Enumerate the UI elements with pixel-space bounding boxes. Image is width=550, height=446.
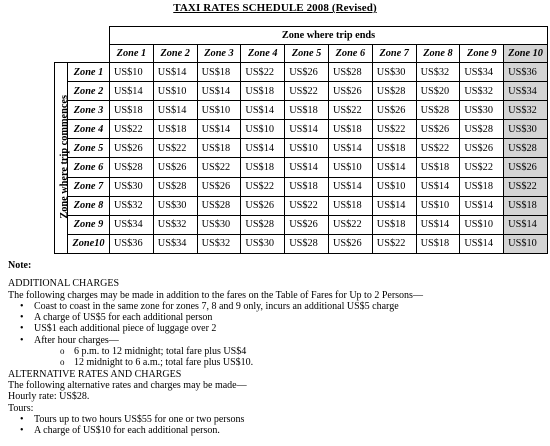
fare-cell: US$14 bbox=[460, 234, 504, 253]
tours-label: Tours: bbox=[8, 402, 34, 414]
fare-cell: US$26 bbox=[197, 177, 241, 196]
fare-cell: US$10 bbox=[328, 158, 372, 177]
notes-heading: Note: bbox=[8, 260, 32, 271]
fare-cell: US$22 bbox=[241, 177, 285, 196]
fare-cell: US$26 bbox=[372, 101, 416, 120]
table-row bbox=[55, 196, 548, 215]
fare-cell: US$32 bbox=[197, 234, 241, 253]
fare-cell: US$18 bbox=[416, 234, 460, 253]
fare-cell: US$30 bbox=[153, 196, 197, 215]
table-row bbox=[55, 234, 548, 253]
table-body bbox=[55, 63, 548, 254]
fare-cell: US$18 bbox=[328, 120, 372, 139]
fare-cell: US$28 bbox=[197, 196, 241, 215]
row-header: Zone 9 bbox=[68, 215, 110, 234]
list-item: o 12 midnight to 6 a.m.; total fare plus US$10. bbox=[74, 357, 548, 368]
fare-cell: US$20 bbox=[416, 82, 460, 101]
fare-cell: US$26 bbox=[285, 63, 329, 82]
fare-cell: US$14 bbox=[197, 82, 241, 101]
fare-cell: US$28 bbox=[110, 158, 154, 177]
fare-cell: US$10 bbox=[460, 215, 504, 234]
fare-cell: US$26 bbox=[328, 234, 372, 253]
fare-cell: US$22 bbox=[460, 158, 504, 177]
table-corner-2 bbox=[55, 45, 110, 63]
list-item: • US$1 each additional piece of luggage over 2 bbox=[34, 323, 548, 334]
table-row bbox=[55, 63, 548, 82]
row-group-header bbox=[55, 63, 68, 254]
fare-cell: US$14 bbox=[285, 120, 329, 139]
row-header: Zone 6 bbox=[68, 158, 110, 177]
tours-list bbox=[8, 414, 548, 437]
fare-cell: US$26 bbox=[241, 196, 285, 215]
fare-cell: US$22 bbox=[110, 120, 154, 139]
fare-cell: US$28 bbox=[153, 177, 197, 196]
fare-cell: US$34 bbox=[504, 82, 548, 101]
fare-cell: US$32 bbox=[110, 196, 154, 215]
fare-cell: US$18 bbox=[285, 101, 329, 120]
fare-cell: US$18 bbox=[328, 196, 372, 215]
fare-cell: US$18 bbox=[241, 82, 285, 101]
fare-cell: US$14 bbox=[241, 101, 285, 120]
fare-cell: US$10 bbox=[372, 177, 416, 196]
fare-cell: US$30 bbox=[197, 215, 241, 234]
fare-cell: US$14 bbox=[153, 63, 197, 82]
fare-cell: US$18 bbox=[197, 139, 241, 158]
table-row bbox=[55, 177, 548, 196]
fare-cell: US$10 bbox=[504, 234, 548, 253]
column-header: Zone 7 bbox=[372, 45, 416, 63]
fare-cell: US$30 bbox=[241, 234, 285, 253]
fare-cell: US$28 bbox=[372, 82, 416, 101]
fare-cell: US$18 bbox=[372, 139, 416, 158]
row-group-header-label: Zone where trip commences bbox=[59, 94, 70, 219]
fare-cell: US$14 bbox=[153, 101, 197, 120]
row-header: Zone 2 bbox=[68, 82, 110, 101]
col-group-header: Zone where trip ends bbox=[110, 27, 548, 45]
fare-cell: US$18 bbox=[110, 101, 154, 120]
fare-cell: US$10 bbox=[416, 196, 460, 215]
fare-cell: US$10 bbox=[110, 63, 154, 82]
fare-cell: US$14 bbox=[416, 177, 460, 196]
fare-cell: US$32 bbox=[416, 63, 460, 82]
list-item bbox=[34, 335, 548, 369]
fare-cell: US$14 bbox=[110, 82, 154, 101]
fare-cell: US$10 bbox=[197, 101, 241, 120]
fare-cell: US$22 bbox=[285, 82, 329, 101]
additional-charges-intro: The following charges may be made in addition to the fares on the Table of Fares for Up to 2 Persons— bbox=[8, 289, 423, 301]
fare-cell: US$26 bbox=[460, 139, 504, 158]
fare-cell: US$22 bbox=[241, 63, 285, 82]
table-row bbox=[55, 82, 548, 101]
fare-cell: US$28 bbox=[241, 215, 285, 234]
fare-cell: US$22 bbox=[504, 177, 548, 196]
fare-cell: US$14 bbox=[197, 120, 241, 139]
list-item: • A charge of US$10 for each additional person. bbox=[34, 425, 548, 436]
page-title: TAXI RATES SCHEDULE 2008 (Revised) bbox=[173, 2, 377, 14]
fare-cell: US$22 bbox=[328, 215, 372, 234]
fare-cell: US$28 bbox=[328, 63, 372, 82]
column-header: Zone 4 bbox=[241, 45, 285, 63]
fare-cell: US$14 bbox=[372, 196, 416, 215]
fare-cell: US$26 bbox=[285, 215, 329, 234]
fare-cell: US$34 bbox=[153, 234, 197, 253]
after-hours-list bbox=[34, 346, 548, 369]
fare-cell: US$22 bbox=[416, 139, 460, 158]
fare-cell: US$18 bbox=[197, 63, 241, 82]
table-row bbox=[55, 158, 548, 177]
fare-cell: US$18 bbox=[416, 158, 460, 177]
row-header: Zone 3 bbox=[68, 101, 110, 120]
fare-cell: US$14 bbox=[328, 177, 372, 196]
fare-cell: US$22 bbox=[328, 101, 372, 120]
additional-charges-list bbox=[8, 301, 548, 369]
row-header: Zone10 bbox=[68, 234, 110, 253]
fare-cell: US$14 bbox=[241, 139, 285, 158]
column-header: Zone 5 bbox=[285, 45, 329, 63]
fare-cell: US$26 bbox=[110, 139, 154, 158]
fare-cell: US$18 bbox=[504, 196, 548, 215]
row-header: Zone 8 bbox=[68, 196, 110, 215]
table-row bbox=[55, 215, 548, 234]
column-header: Zone 9 bbox=[460, 45, 504, 63]
row-header: Zone 4 bbox=[68, 120, 110, 139]
column-header: Zone 3 bbox=[197, 45, 241, 63]
additional-charges-heading: ADDITIONAL CHARGES bbox=[8, 278, 120, 290]
fare-cell: US$28 bbox=[416, 101, 460, 120]
row-header: Zone 1 bbox=[68, 63, 110, 82]
column-header: Zone 1 bbox=[110, 45, 154, 63]
fare-cell: US$22 bbox=[285, 196, 329, 215]
fare-cell: US$22 bbox=[197, 158, 241, 177]
list-item: • Tours up to two hours US$55 for one or two persons bbox=[34, 414, 548, 425]
table-row bbox=[55, 139, 548, 158]
fare-cell: US$14 bbox=[328, 139, 372, 158]
fare-cell: US$26 bbox=[416, 120, 460, 139]
table-row bbox=[55, 120, 548, 139]
fare-cell: US$18 bbox=[241, 158, 285, 177]
column-header: Zone 6 bbox=[328, 45, 372, 63]
fare-cell: US$18 bbox=[153, 120, 197, 139]
fare-cell: US$14 bbox=[285, 158, 329, 177]
fare-cell: US$10 bbox=[241, 120, 285, 139]
fare-cell: US$10 bbox=[285, 139, 329, 158]
after-hours-label: After hour charges— bbox=[34, 334, 119, 346]
fare-cell: US$26 bbox=[504, 158, 548, 177]
fare-cell: US$36 bbox=[504, 63, 548, 82]
fare-cell: US$14 bbox=[504, 215, 548, 234]
hourly-rate: Hourly rate: US$28. bbox=[8, 391, 90, 403]
fare-cell: US$28 bbox=[285, 234, 329, 253]
table-row bbox=[55, 101, 548, 120]
fare-cell: US$30 bbox=[504, 120, 548, 139]
fare-cell: US$22 bbox=[372, 234, 416, 253]
fare-cell: US$14 bbox=[416, 215, 460, 234]
fare-cell: US$30 bbox=[460, 101, 504, 120]
fare-cell: US$22 bbox=[153, 139, 197, 158]
fare-cell: US$30 bbox=[372, 63, 416, 82]
fare-cell: US$14 bbox=[372, 158, 416, 177]
fare-cell: US$18 bbox=[372, 215, 416, 234]
row-header: Zone 7 bbox=[68, 177, 110, 196]
taxi-rates-table bbox=[54, 26, 548, 254]
fare-cell: US$18 bbox=[285, 177, 329, 196]
column-header: Zone 10 bbox=[504, 45, 548, 63]
fare-cell: US$32 bbox=[460, 82, 504, 101]
fare-cell: US$32 bbox=[504, 101, 548, 120]
fare-cell: US$22 bbox=[372, 120, 416, 139]
fare-cell: US$36 bbox=[110, 234, 154, 253]
alternative-rates-intro: The following alternative rates and charges may be made— bbox=[8, 379, 247, 391]
fare-cell: US$34 bbox=[460, 63, 504, 82]
fare-cell: US$28 bbox=[504, 139, 548, 158]
fare-cell: US$10 bbox=[153, 82, 197, 101]
fare-cell: US$34 bbox=[110, 215, 154, 234]
fare-cell: US$32 bbox=[153, 215, 197, 234]
list-item: o 6 p.m. to 12 midnight; total fare plus US$4 bbox=[74, 346, 548, 357]
fare-cell: US$26 bbox=[328, 82, 372, 101]
column-header: Zone 2 bbox=[153, 45, 197, 63]
fare-cell: US$28 bbox=[460, 120, 504, 139]
column-header: Zone 8 bbox=[416, 45, 460, 63]
table-corner bbox=[55, 27, 110, 45]
row-header: Zone 5 bbox=[68, 139, 110, 158]
list-item: • Coast to coast in the same zone for zones 7, 8 and 9 only, incurs an additional US$5 charge bbox=[34, 301, 548, 312]
alternative-rates-heading: ALTERNATIVE RATES AND CHARGES bbox=[8, 368, 182, 380]
column-header-row bbox=[55, 45, 548, 63]
fare-cell: US$30 bbox=[110, 177, 154, 196]
fare-cell: US$18 bbox=[460, 177, 504, 196]
notes-section bbox=[8, 260, 548, 436]
list-item: • A charge of US$5 for each additional person bbox=[34, 312, 548, 323]
fare-cell: US$26 bbox=[153, 158, 197, 177]
fare-cell: US$14 bbox=[460, 196, 504, 215]
